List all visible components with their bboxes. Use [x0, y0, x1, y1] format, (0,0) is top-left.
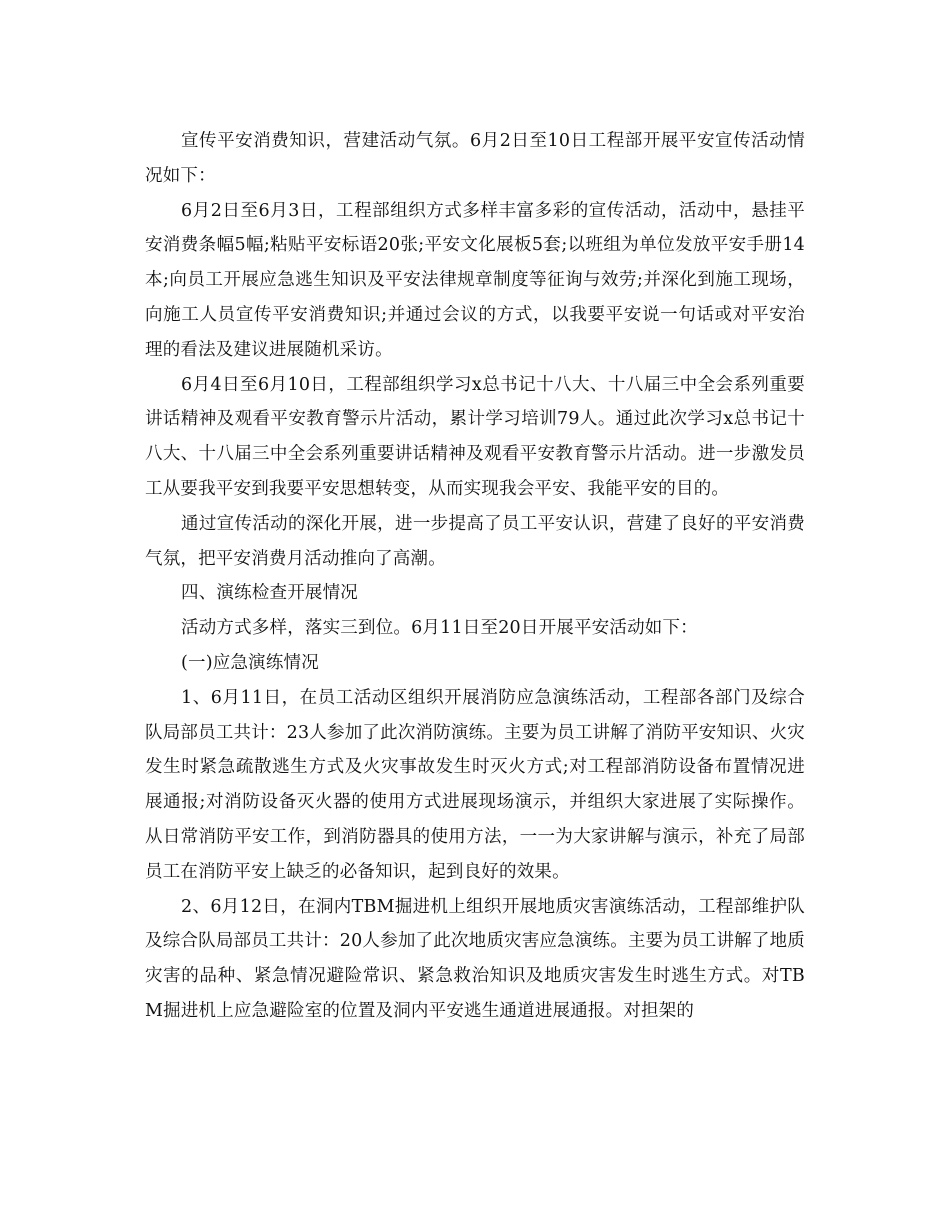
- paragraph-drills-intro: 活动方式多样，落实三到位。6月11日至20日开展平安活动如下：: [181, 618, 698, 639]
- section-heading-drills: 四、演练检查开展情况: [181, 583, 358, 604]
- subsection-heading-emergency-drills: (一)应急演练情况: [181, 652, 319, 673]
- paragraph-publicity-intro: 宣传平安消费知识，营建活动气氛。6月2日至10日工程部开展平安宣传活动情况如下：: [145, 131, 805, 186]
- paragraph-publicity-summary: 通过宣传活动的深化开展，进一步提高了员工平安认识，营建了良好的平安消费气氛，把平安消费月活动推向了高潮。: [145, 513, 805, 569]
- document-body: [145, 124, 805, 1029]
- paragraph-june-4-10: 6月4日至6月10日，工程部组织学习x总书记十八大、十八届三中全会系列重要讲话精神及观看平安教育警示片活动，累计学习培训79人。通过此次学习x总书记十八大、十八届三中全会系列重要讲话精神及观看平安教育警示片活动。进一步激发员工从要我平安到我要平安思想转变，从而实现我会平安、我能平安的目的。: [145, 374, 805, 499]
- paragraph-geology-drill: 2、6月12日，在洞内TBM掘进机上组织开展地质灾害演练活动，工程部维护队及综合队局部员工共计：20人参加了此次地质灾害应急演练。主要为员工讲解了地质灾害的品种、紧急情况避险常识、紧急救治知识及地质灾害发生时逃生方式。对TBM掘进机上应急避险室的位置及洞内平安逃生通道进展通报。对担架的: [145, 896, 805, 1021]
- paragraph-june-2-3: 6月2日至6月3日，工程部组织方式多样丰富多彩的宣传活动，活动中，悬挂平安消费条幅5幅;粘贴平安标语20张;平安文化展板5套;以班组为单位发放平安手册14本;向员工开展应急逃生知识及平安法律规章制度等征询与效劳;并深化到施工现场，向施工人员宣传平安消费知识;并通过会议的方式，以我要平安说一句话或对平安治理的看法及建议进展随机采访。: [145, 200, 805, 360]
- paragraph-fire-drill: 1、6月11日，在员工活动区组织开展消防应急演练活动，工程部各部门及综合队局部员工共计：23人参加了此次消防演练。主要为员工讲解了消防平安知识、火灾发生时紧急疏散逃生方式及火灾事故发生时灭火方式;对工程部消防设备布置情况进展通报;对消防设备灭火器的使用方式进展现场演示，并组织大家进展了实际操作。从日常消防平安工作，到消防器具的使用方法，一一为大家讲解与演示，补充了局部员工在消防平安上缺乏的必备知识，起到良好的效果。: [145, 687, 805, 882]
